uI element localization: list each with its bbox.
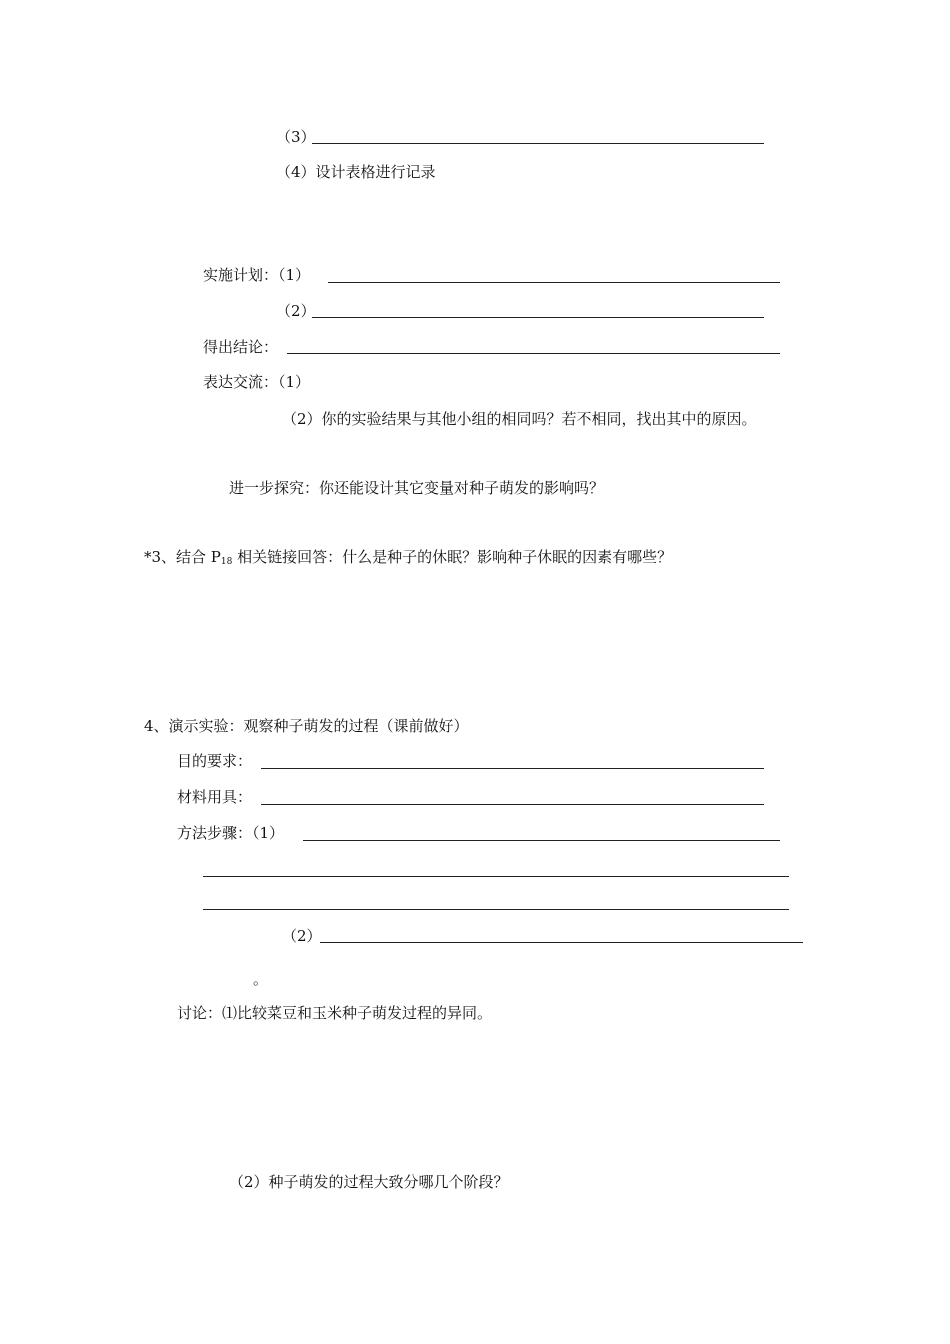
item-3-label: （3） bbox=[276, 128, 316, 146]
further-inquiry-text: 进一步探究：你还能设计其它变量对种子萌发的影响吗？ bbox=[229, 479, 605, 497]
steps-2-answer-line[interactable] bbox=[320, 942, 803, 943]
plan-2-answer-line[interactable] bbox=[312, 317, 764, 318]
question-3 bbox=[144, 547, 672, 572]
conclusion-answer-line[interactable] bbox=[287, 353, 780, 354]
steps-label: 方法步骤：（1） bbox=[177, 824, 285, 842]
steps-2-label: （2） bbox=[282, 927, 322, 945]
steps-1-answer-line[interactable] bbox=[303, 840, 780, 841]
question-3-prefix: *3、结合 P bbox=[144, 548, 221, 566]
item-4-text: （4）设计表格进行记录 bbox=[276, 163, 436, 181]
steps-continuation-line-1[interactable] bbox=[203, 876, 789, 877]
materials-answer-line[interactable] bbox=[261, 804, 764, 805]
plan-2-label: （2） bbox=[276, 302, 316, 320]
discussion-2: （2）种子萌发的过程大致分哪几个阶段？ bbox=[229, 1173, 509, 1191]
purpose-label: 目的要求： bbox=[177, 752, 253, 770]
plan-1-answer-line[interactable] bbox=[328, 282, 780, 283]
item-3-answer-line[interactable] bbox=[312, 143, 764, 144]
express-label: 表达交流：（1） bbox=[203, 373, 311, 391]
discussion-1: 讨论：⑴比较菜豆和玉米种子萌发过程的异同。 bbox=[177, 1004, 493, 1022]
conclusion-label: 得出结论： bbox=[203, 338, 279, 356]
express-2-text: （2）你的实验结果与其他小组的相同吗？若不相同，找出其中的原因。 bbox=[282, 410, 757, 428]
materials-label: 材料用具： bbox=[177, 788, 253, 806]
plan-label: 实施计划：（1） bbox=[203, 266, 311, 284]
period-mark: 。 bbox=[253, 970, 269, 988]
question-3-suffix: 相关链接回答：什么是种子的休眠？影响种子休眠的因素有哪些？ bbox=[232, 548, 673, 566]
question-3-subscript: 18 bbox=[220, 557, 233, 567]
question-4-title: 4、演示实验：观察种子萌发的过程（课前做好） bbox=[144, 717, 469, 735]
purpose-answer-line[interactable] bbox=[261, 768, 764, 769]
steps-continuation-line-2[interactable] bbox=[203, 909, 789, 910]
